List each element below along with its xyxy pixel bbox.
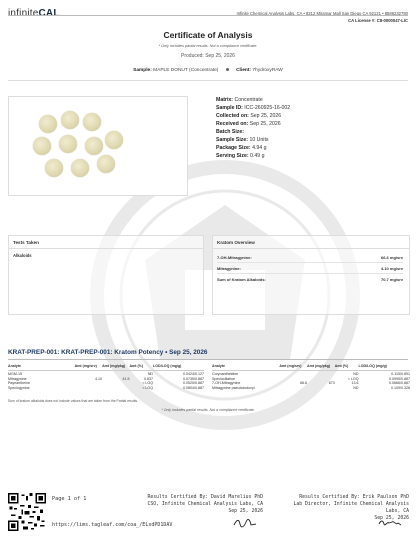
partial-results-disclaimer: * Only includes partial results. Not a compliance certificate. (158, 44, 258, 48)
potency-table-right (212, 364, 410, 390)
page-number: Page 1 of 1 (52, 496, 87, 502)
client-value: 7hydroxyRAW (252, 68, 283, 73)
detail-label: Matrix: (216, 97, 234, 103)
lod-loq: 0.0424/0.127 (183, 371, 204, 376)
column-header: Amt (mg/srv) (279, 364, 307, 371)
overview-divider (217, 262, 403, 263)
amount-percent: ND (353, 371, 359, 376)
tests-taken-panel (8, 235, 204, 315)
column-header: Amt (mg/pkg) (102, 364, 129, 371)
logo-bold-text: CAL (38, 7, 60, 19)
lod-loq: 0.0735/0.887 (183, 376, 204, 381)
amount-percent: ND (353, 386, 359, 391)
amount-percent: < LOQ (142, 386, 154, 391)
amount-pkg: 673 (328, 381, 335, 386)
detail-value: Concentrate (234, 97, 263, 103)
license-number: CA License #: C8-0000047-LIC (348, 18, 408, 23)
analyte-name: Speciogynine (8, 386, 30, 391)
certifier-title: CSO, Infinite Chemical Analysis Labs, CA (147, 502, 263, 507)
certification-block-1 (133, 494, 263, 515)
analyte-name: Paynantheine (8, 381, 30, 386)
certifier-date: Sep 25, 2026 (374, 516, 409, 521)
kratom-overview-panel (212, 235, 410, 315)
potency-divider (8, 359, 408, 360)
analyte-name: MGM-15 (8, 371, 22, 376)
detail-collected (216, 112, 410, 120)
sample-divider (8, 80, 408, 81)
detail-batch-size (216, 128, 410, 136)
detail-sample-id (216, 104, 410, 112)
logo-light-text: infinite (8, 7, 39, 19)
alkaloid-sum-note: Sum of kratom alkaloids does not include values that are taken from the Partial results. (8, 399, 139, 403)
detail-label: Sample ID: (216, 105, 243, 111)
detail-value: 10 Units (249, 137, 269, 143)
tablet-image (59, 135, 77, 153)
overview-label: Sum of Kratom Alkaloids: (217, 277, 266, 282)
amount-pkg: 41.5 (122, 376, 130, 381)
product-photo (8, 96, 188, 196)
detail-label: Sample Size: (216, 137, 249, 143)
kratom-overview-title: Kratom Overview (217, 240, 255, 245)
sample-client-line (0, 68, 416, 73)
document-title: Certificate of Analysis (163, 30, 253, 40)
lab-address: Infinite Chemical Analysis Labs, CA • 8312 Miramar Mall San Diego CA 92121 • 8586232780 (236, 10, 408, 16)
lod-loq: 0.0666/0.887 (389, 381, 410, 386)
overview-row (217, 266, 403, 271)
table-row (212, 385, 410, 390)
test-item: Alkaloids (13, 253, 32, 258)
sample-label: Sample: (133, 68, 152, 73)
lod-loq: 0.0520/0.887 (183, 381, 204, 386)
overview-label: Mitragynine: (217, 266, 241, 271)
analyte-name: Speciociliatine (212, 376, 235, 381)
lab-logo (8, 8, 60, 19)
detail-package-size (216, 144, 410, 152)
analyte-name: Mitragynine pseudoindoxyl (212, 386, 255, 391)
detail-value: ICC-260925-16-002 (244, 105, 291, 111)
amount-srv (279, 385, 307, 390)
tablet-image (83, 113, 101, 131)
signature-image (378, 518, 402, 528)
header-divider (8, 15, 408, 16)
overview-value: 66.6 mg/srv (380, 255, 403, 260)
detail-matrix (216, 96, 410, 104)
overview-label: 7-OH-Mitragynine: (217, 255, 252, 260)
table-row (8, 385, 204, 390)
column-header: Amt (mg/srv) (75, 364, 102, 371)
tablet-image (85, 137, 103, 155)
tablet-image (39, 115, 57, 133)
certifier-date: Sep 25, 2026 (228, 509, 263, 514)
detail-serving-size (216, 152, 410, 160)
amount-percent: 0.837 (144, 376, 154, 381)
column-header: Amt (%) (130, 364, 154, 371)
column-header: Amt (%) (335, 364, 359, 371)
lod-loq: 0.109/0.326 (391, 386, 410, 391)
certifier-title: Lab Director, Infinite Chemical Analysis Labs, CA (293, 502, 409, 514)
detail-label: Package Size: (216, 145, 251, 151)
certifier-line: Results Certified By: David Marelius PhD (147, 495, 263, 500)
tests-taken-title: Tests Taken (13, 240, 39, 245)
lod-loq: 0.115/0.891 (391, 371, 410, 376)
column-header: Analyte (212, 364, 279, 371)
analyte-name: Corynantheidine (212, 371, 239, 376)
amount-percent: ND (147, 371, 154, 376)
overview-row (217, 255, 403, 260)
amount-srv (75, 385, 102, 390)
detail-value: Sep 25, 2026 (249, 121, 281, 127)
produced-date: Produced: Sep 25, 2026 (181, 53, 235, 59)
tablet-image (61, 111, 79, 129)
tablet-image (71, 159, 89, 177)
amount-percent: < LOQ (142, 381, 154, 386)
potency-table-left (8, 364, 204, 390)
potency-section-title: KRAT-PREP-001: KRAT-PREP-001: Kratom Potency • Sep 25, 2026 (8, 349, 208, 356)
panel-divider (9, 248, 203, 249)
amount-srv: 66.6 (300, 381, 308, 386)
certifier-line: Results Certified By: Erik Paulson PhD (299, 495, 409, 500)
separator-dot (226, 68, 229, 71)
column-header: Analyte (8, 364, 75, 371)
overview-row (217, 277, 403, 282)
detail-label: Collected on: (216, 113, 249, 119)
qr-code-icon[interactable] (8, 493, 46, 531)
column-header: LOD/LOQ (mg/g) (359, 364, 411, 371)
detail-value: 4.94 g (252, 145, 267, 151)
detail-value: 0.49 g (250, 153, 265, 159)
tablet-image (33, 137, 51, 155)
detail-sample-size (216, 136, 410, 144)
amount-pkg (307, 385, 335, 390)
tablet-image (105, 131, 123, 149)
sample-details (216, 96, 410, 196)
tablet-image (45, 159, 63, 177)
amount-pkg (102, 385, 129, 390)
panel-divider (213, 248, 409, 249)
client-label: Client: (236, 68, 252, 73)
column-header: LOD/LOQ (mg/g) (153, 364, 204, 371)
amount-percent: < LOQ (347, 376, 359, 381)
detail-received (216, 120, 410, 128)
column-header: Amt (mg/pkg) (307, 364, 335, 371)
detail-value: Sep 25, 2026 (250, 113, 282, 119)
detail-label: Received on: (216, 121, 249, 127)
signature-image (233, 518, 257, 528)
amount-srv: 4.10 (95, 376, 103, 381)
detail-label: Serving Size: (216, 153, 249, 159)
analyte-name: Mitragynine (8, 376, 27, 381)
overview-divider (217, 273, 403, 274)
coa-url-link[interactable]: https://lims.tagleaf.com/coa_/ELxdPD1DAV (52, 522, 173, 528)
footer-disclaimer: * Only includes partial results. Not a compliance certificate. (161, 408, 255, 412)
amount-percent: 13.6 (351, 381, 359, 386)
overview-value: 70.7 mg/srv (380, 277, 403, 282)
sample-value: MAPLE DONUT (Concentrate) (153, 68, 219, 73)
lod-loq: 0.0804/0.887 (183, 386, 204, 391)
tablet-image (97, 155, 115, 173)
lod-loq: 0.0995/0.887 (389, 376, 410, 381)
overview-value: 4.10 mg/srv (380, 266, 403, 271)
detail-label: Batch Size: (216, 129, 244, 135)
analyte-name: 7-OH-Mitragynine (212, 381, 241, 386)
